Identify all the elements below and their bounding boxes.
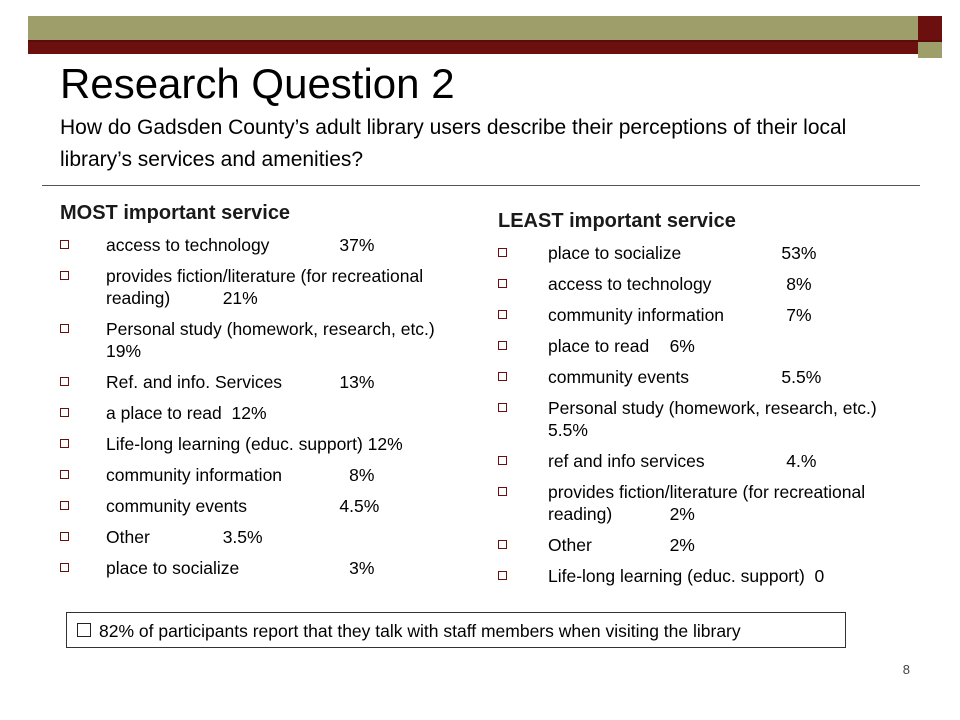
square-bullet-icon xyxy=(498,456,507,465)
title-divider xyxy=(42,185,920,186)
square-bullet-icon xyxy=(60,439,69,448)
list-item: place to read 6% xyxy=(498,335,898,357)
list-item: access to technology 37% xyxy=(60,234,470,256)
callout-text: 82% of participants report that they talk with staff members when visiting the library xyxy=(99,621,741,641)
list-item: Personal study (homework, research, etc.) 19% xyxy=(60,318,470,362)
header-bar-olive xyxy=(28,16,942,40)
slide-number: 8 xyxy=(902,662,910,677)
square-bullet-icon xyxy=(498,487,507,496)
list-item: provides fiction/literature (for recreational reading) 2% xyxy=(498,481,898,525)
list-item: community information 7% xyxy=(498,304,898,326)
square-bullet-icon xyxy=(60,470,69,479)
header-bar-divider xyxy=(28,40,942,42)
list-item: place to socialize 3% xyxy=(60,557,470,579)
list-item: Other 2% xyxy=(498,534,898,556)
list-item: community events 5.5% xyxy=(498,366,898,388)
list-item: Ref. and info. Services 13% xyxy=(60,371,470,393)
list-item: Life-long learning (educ. support) 0 xyxy=(498,565,898,587)
staff-interaction-callout xyxy=(66,612,846,648)
square-bullet-icon xyxy=(60,271,69,280)
list-item: place to socialize 53% xyxy=(498,242,898,264)
list-item: provides fiction/literature (for recreational reading) 21% xyxy=(60,265,470,309)
square-bullet-icon xyxy=(60,501,69,510)
square-bullet-icon xyxy=(60,377,69,386)
square-bullet-icon xyxy=(498,403,507,412)
list-item: ref and info services 4.% xyxy=(498,450,898,472)
square-bullet-icon xyxy=(77,623,91,637)
list-item: Life-long learning (educ. support) 12% xyxy=(60,433,470,455)
square-bullet-icon xyxy=(498,248,507,257)
square-bullet-icon xyxy=(60,324,69,333)
square-bullet-icon xyxy=(498,571,507,580)
square-bullet-icon xyxy=(498,310,507,319)
square-bullet-icon xyxy=(498,540,507,549)
square-bullet-icon xyxy=(498,341,507,350)
list-item: access to technology 8% xyxy=(498,273,898,295)
slide-title: Research Question 2 xyxy=(60,60,455,107)
most-important-column xyxy=(60,199,470,588)
header-corner-dark xyxy=(918,16,942,40)
least-important-heading: LEAST important service xyxy=(498,210,736,232)
list-item: community information 8% xyxy=(60,464,470,486)
list-item: community events 4.5% xyxy=(60,495,470,517)
least-important-column xyxy=(498,207,898,596)
most-important-list xyxy=(60,234,470,579)
list-item: a place to read 12% xyxy=(60,402,470,424)
least-important-list xyxy=(498,242,898,587)
list-item: Other 3.5% xyxy=(60,526,470,548)
square-bullet-icon xyxy=(498,372,507,381)
header-corner-olive xyxy=(918,42,942,58)
square-bullet-icon xyxy=(60,563,69,572)
square-bullet-icon xyxy=(60,532,69,541)
square-bullet-icon xyxy=(60,240,69,249)
list-item: Personal study (homework, research, etc.) 5.5% xyxy=(498,397,898,441)
square-bullet-icon xyxy=(60,408,69,417)
most-important-heading: MOST important service xyxy=(60,202,291,224)
slide-subtitle: How do Gadsden County’s adult library users describe their perceptions of their local library’s services and amenities? xyxy=(60,116,847,171)
square-bullet-icon xyxy=(498,279,507,288)
